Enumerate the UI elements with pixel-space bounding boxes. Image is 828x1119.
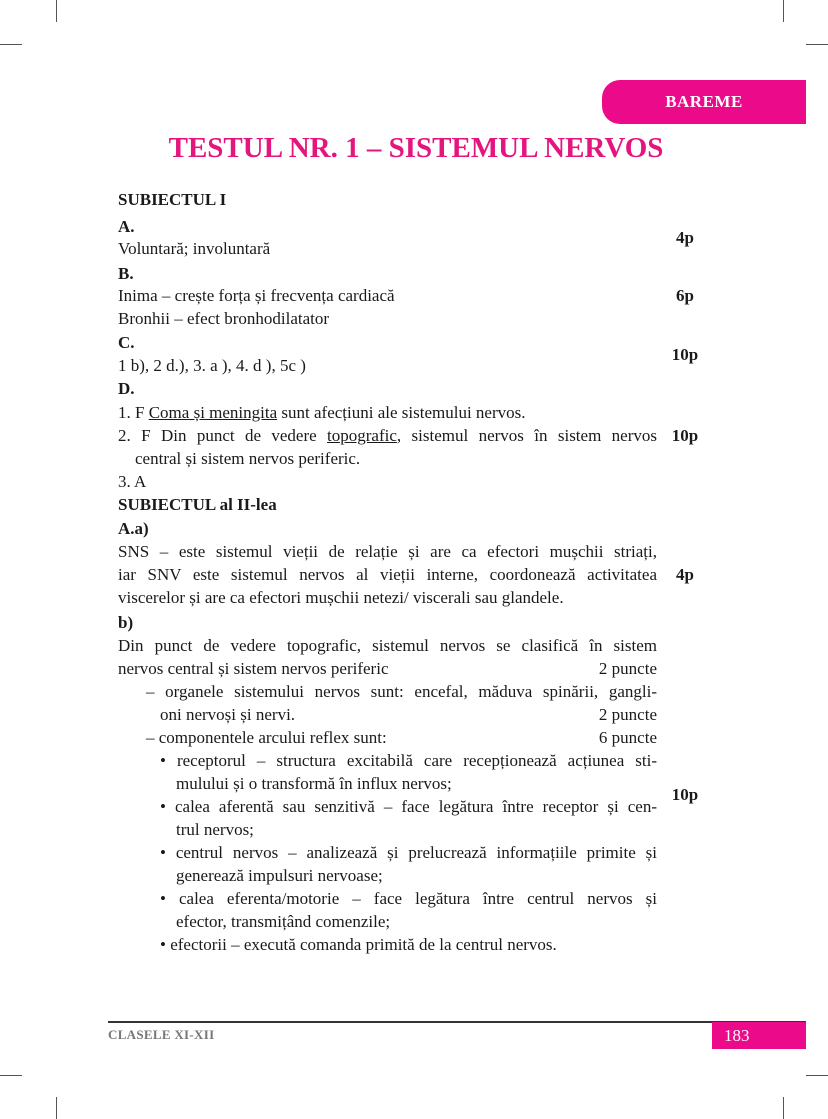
text: – componentele arcului reflex sunt: (146, 728, 387, 747)
answer-line (118, 402, 657, 424)
answer-line: SNS – este sistemul vieții de relație și are ca efectori mușchii striați, (118, 542, 657, 561)
points: 10p (671, 785, 699, 804)
section-heading: SUBIECTUL I (118, 190, 227, 209)
answer-line: Bronhii – efect bronhodilatator (118, 309, 330, 328)
text: , sistemul nervos în sistem nervos (396, 426, 657, 445)
answer-line: Voluntară; involuntară (118, 239, 271, 258)
answer-line (118, 658, 657, 680)
bullet-line: • calea aferentă sau senzitivă – face legătura între receptor și cen- (160, 797, 657, 816)
points: 10p (671, 426, 699, 445)
points: 10p (671, 345, 699, 364)
crop-mark (0, 44, 22, 45)
underlined-text: Coma și meningita (148, 403, 278, 422)
bullet-line: • efectorii – execută comanda primită de la centrul nervos. (160, 935, 557, 954)
answer-line: 1 b), 2 d.), 3. a ), 4. d ), 5c ) (118, 356, 306, 375)
answer-line (146, 727, 657, 749)
page-title: TESTUL NR. 1 – SISTEMUL NERVOS (168, 132, 664, 164)
item-label: D. (118, 379, 135, 398)
bullet-line: • centrul nervos – analizează și prelucrează informațiile primite și (160, 843, 657, 862)
bullet-line: • calea eferenta/motorie – face legătura între centrul nervos și (160, 889, 657, 908)
footer-rule (108, 1021, 806, 1023)
footer-class-label: CLASELE XI-XII (108, 1027, 215, 1042)
crop-mark (783, 0, 784, 22)
answer-line: Din punct de vedere topografic, sistemul nervos se clasifică în sistem (118, 636, 657, 655)
text: 2. F Din punct de vedere (118, 426, 328, 445)
sub-points: 6 puncte (598, 728, 657, 747)
sub-points: 2 puncte (598, 705, 657, 724)
crop-mark (0, 1075, 22, 1076)
answer-line: 3. A (118, 472, 147, 491)
crop-mark (783, 1097, 784, 1119)
sub-points: 2 puncte (598, 659, 657, 678)
crop-mark (806, 44, 828, 45)
answer-line (160, 704, 657, 726)
section-tab-bareme: BAREME (602, 80, 806, 124)
points: 4p (676, 565, 694, 584)
answer-line: Inima – crește forța și frecvența cardiacă (118, 286, 395, 305)
answer-line: central și sistem nervos periferic. (135, 449, 361, 468)
answer-line: – organele sistemului nervos sunt: encefal, măduva spinării, gangli- (146, 682, 657, 701)
item-label: A.a) (118, 519, 149, 538)
text: sunt afecțiuni ale sistemului nervos. (277, 403, 526, 422)
bullet-line: mulului și o transformă în influx nervos; (176, 774, 452, 793)
points: 4p (676, 228, 694, 247)
crop-mark (806, 1075, 828, 1076)
answer-line: viscerelor și are ca efectori mușchii netezi/ viscerali sau glandele. (118, 588, 564, 607)
crop-mark (56, 0, 57, 22)
page-number: 183 (712, 1022, 806, 1049)
bullet-line: • receptorul – structura excitabilă care recepționează acțiunea sti- (160, 751, 657, 770)
text: nervos central și sistem nervos periferic (118, 659, 389, 678)
bullet-line: generează impulsuri nervoase; (176, 866, 383, 885)
answer-line (118, 425, 657, 447)
bullet-line: efector, transmițând comenzile; (176, 912, 391, 931)
underlined-text: topografic (327, 426, 397, 445)
item-label: B. (118, 264, 134, 283)
text: 1. F (118, 403, 149, 422)
text: oni nervoși și nervi. (160, 705, 296, 724)
answer-line: iar SNV este sistemul nervos al vieții interne, coordonează activitatea (118, 565, 657, 584)
item-label: A. (118, 217, 135, 236)
section-heading: SUBIECTUL al II-lea (118, 495, 277, 514)
crop-mark (56, 1097, 57, 1119)
bullet-line: trul nervos; (176, 820, 254, 839)
points: 6p (676, 286, 694, 305)
item-label: b) (118, 613, 134, 632)
item-label: C. (118, 333, 135, 352)
